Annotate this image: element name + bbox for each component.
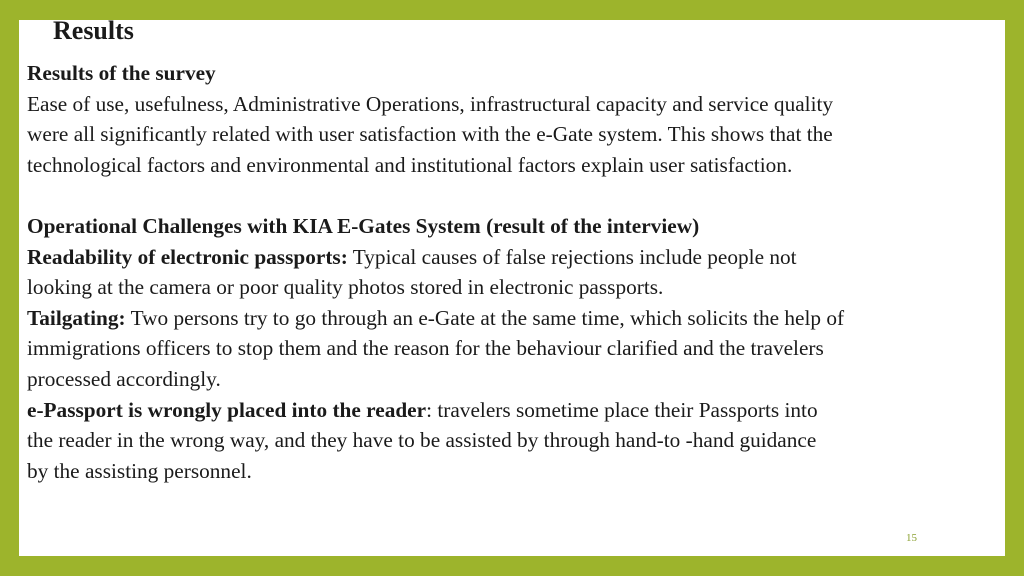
slide-content (27, 58, 1012, 486)
interview-heading: Operational Challenges with KIA E-Gates System (result of the interview) (27, 213, 700, 238)
epassport-line: the reader in the wrong way, and they have to be assisted by through hand-to -hand guidance (27, 428, 817, 453)
survey-line: technological factors and environmental and institutional factors explain user satisfaction. (27, 152, 793, 177)
survey-line: were all significantly related with user satisfaction with the e-Gate system. This shows that the (27, 122, 833, 147)
tailgating-line: processed accordingly. (27, 366, 221, 391)
epassport-label: e-Passport is wrongly placed into the reader (27, 397, 427, 422)
page-number: 15 (906, 532, 917, 544)
slide (19, 16, 1005, 556)
tailgating-line: Tailgating: Two persons try to go through an e-Gate at the same time, which solicits the help of (27, 305, 845, 330)
epassport-line: by the assisting personnel. (27, 458, 252, 483)
readability-label: Readability of electronic passports: (27, 244, 348, 269)
slide-title: Results (53, 16, 134, 45)
readability-line: Readability of electronic passports: Typical causes of false rejections include people not (27, 244, 797, 269)
paragraph-spacer (27, 180, 1012, 211)
epassport-line: e-Passport is wrongly placed into the reader: travelers sometime place their Passports into (27, 397, 818, 422)
tailgating-line: immigrations officers to stop them and the reason for the behaviour clarified and the travelers (27, 336, 824, 361)
survey-line: Ease of use, usefulness, Administrative Operations, infrastructural capacity and service quality (27, 91, 834, 116)
tailgating-label: Tailgating: (27, 305, 126, 330)
readability-line: looking at the camera or poor quality photos stored in electronic passports. (27, 275, 664, 300)
survey-heading: Results of the survey (27, 61, 216, 85)
